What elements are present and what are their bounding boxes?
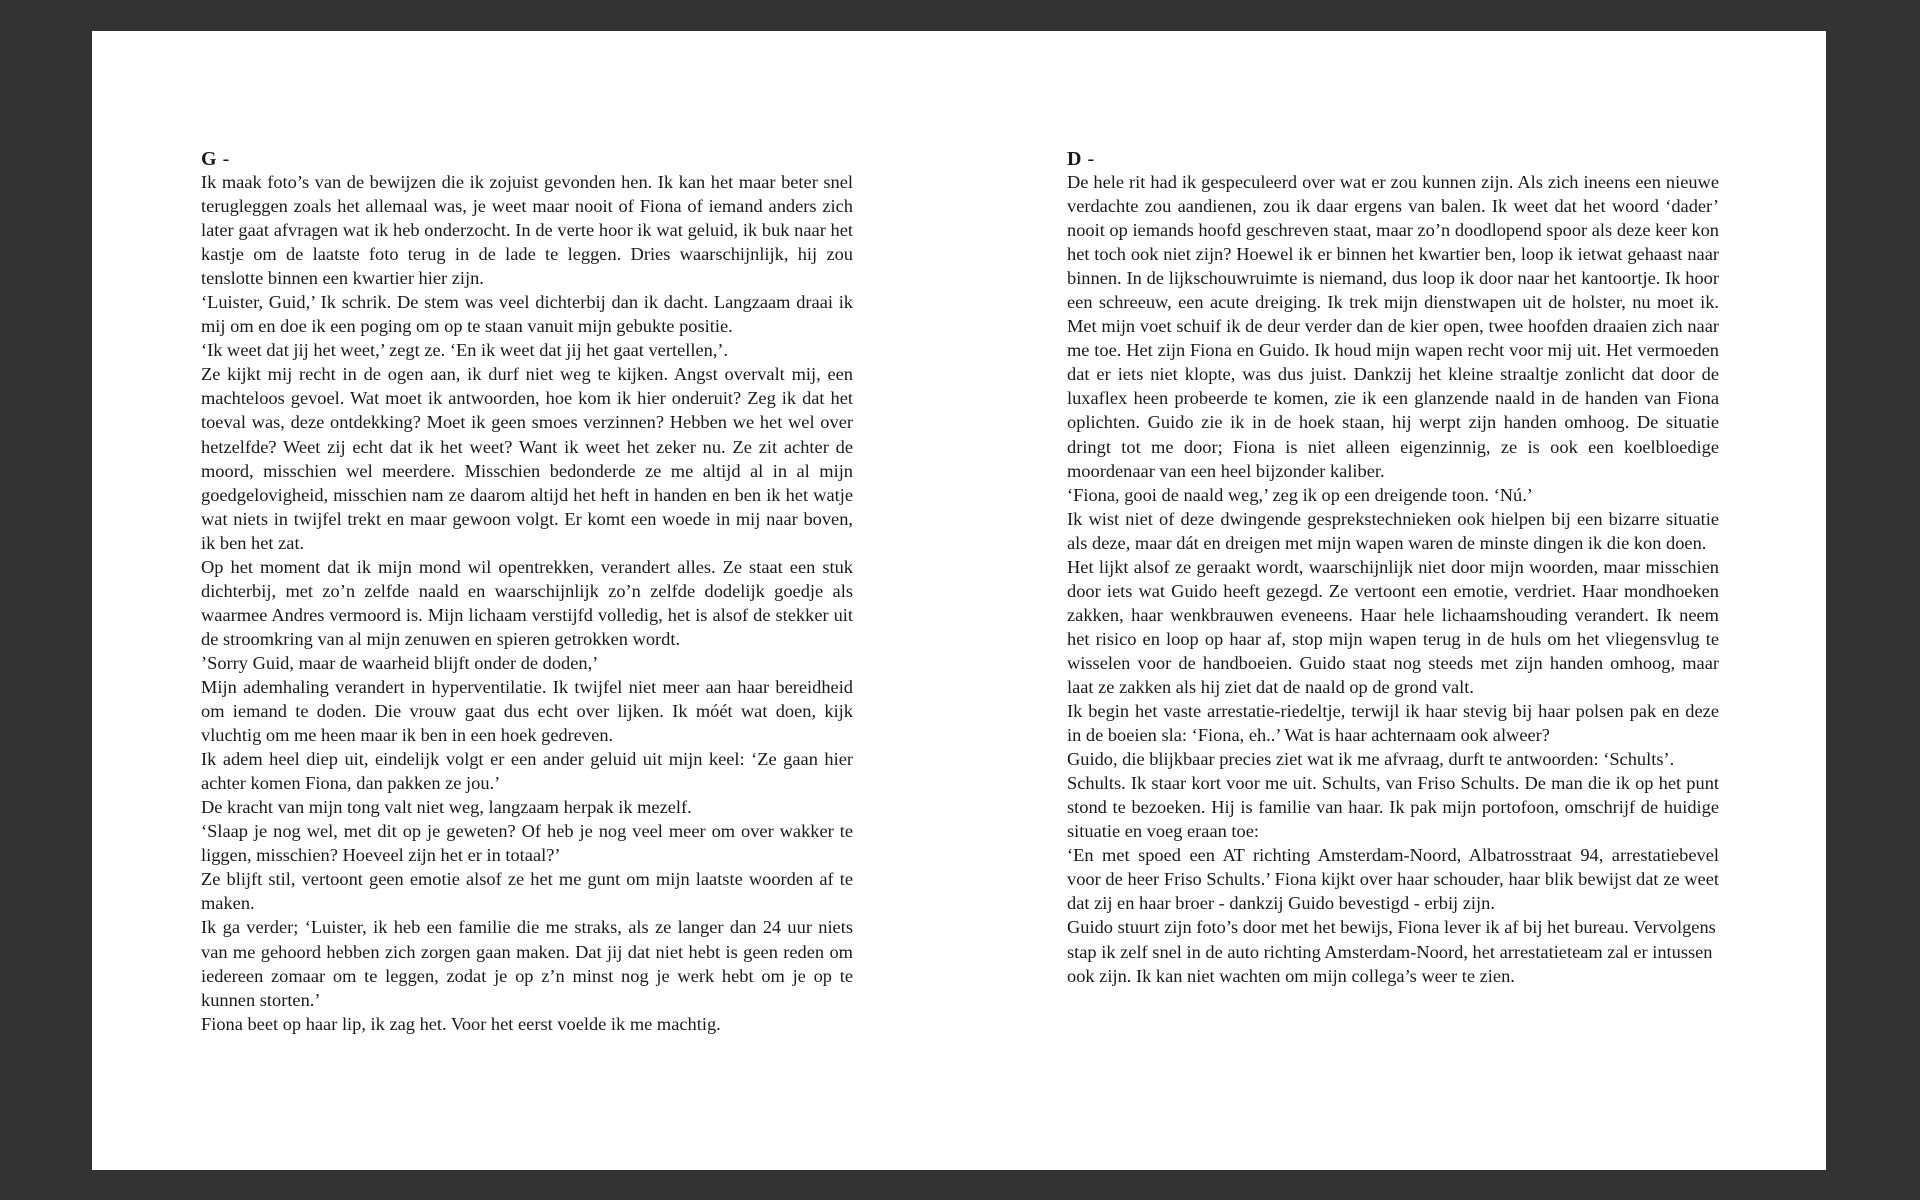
paragraph: Ik begin het vaste arrestatie-riedeltje, terwijl ik haar stevig bij haar polsen pak en deze in de boeien sla: ‘Fiona, eh..’ Wat is haar achternaam ook alweer? bbox=[1067, 701, 1719, 746]
paragraph: ‘Slaap je nog wel, met dit op je geweten? Of heb je nog veel meer om over wakker te liggen, misschien? Hoeveel zijn het er in totaal?’ bbox=[201, 821, 853, 866]
heading-dash: - bbox=[1087, 148, 1095, 170]
paragraph: Ik adem heel diep uit, eindelijk volgt er een ander geluid uit mijn keel: ‘Ze gaan hier achter komen Fiona, dan pakken ze jou.’ bbox=[201, 749, 853, 794]
paragraph: Ik wist niet of deze dwingende gesprekstechnieken ook hielpen bij een bizarre situatie als deze, maar dát en dreigen met mijn wapen waren de minste dingen ik die kon doen. bbox=[1067, 508, 1719, 553]
right-page bbox=[1067, 147, 1719, 988]
paragraph: De kracht van mijn tong valt niet weg, langzaam herpak ik mezelf. bbox=[201, 797, 692, 818]
paragraph: Guido stuurt zijn foto’s door met het bewijs, Fiona lever ik af bij het bureau. Vervolgens stap ik zelf snel in de auto richting Amsterdam-Noord, het arrestatieteam zal er intussen ook zijn. Ik kan niet wachten om mijn collega’s weer te zien. bbox=[1067, 917, 1716, 986]
paragraph: Ik ga verder; ‘Luister, ik heb een familie die me straks, als ze langer dan 24 uur niets van me gehoord hebben zich zorgen gaan maken. Dat jij dat niet hebt is geen reden om iedereen zomaar om te leggen, zodat je op z’n minst nog je werk hebt om je op te kunnen storten.’ bbox=[201, 917, 853, 1010]
paragraph: Schults. Ik staar kort voor me uit. Schults, van Friso Schults. De man die ik op het punt stond te bezoeken. Hij is familie van haar. Ik pak mijn portofoon, omschrijf de huidige situatie en voeg eraan toe: bbox=[1067, 773, 1719, 842]
paragraph: Ze kijkt mij recht in de ogen aan, ik durf niet weg te kijken. Angst overvalt mij, een machteloos gevoel. Wat moet ik antwoorden, hoe kom ik hier onderuit? Zeg ik dat het toeval was, deze ontdekking? Moet ik geen smoes verzinnen? Hebben we het wel over hetzelfde? Weet zij echt dat ik het weet? Want ik weet het zeker nu. Ze zit achter de moord, misschien wel meerdere. Misschien bedonderde ze me altijd al in al mijn goedgelovigheid, misschien nam ze daarom altijd het heft in handen en ben ik het watje wat niets in twijfel trekt en maar gewoon volgt. Er komt een woede in mij naar boven, ik ben het zat. bbox=[201, 364, 853, 553]
paragraph: ‘En met spoed een AT richting Amsterdam-Noord, Albatrosstraat 94, arrestatiebevel voor de heer Friso Schults.’ Fiona kijkt over haar schouder, haar blik bewijst dat ze weet dat zij en haar broer - dankzij Guido bevestigd - erbij zijn. bbox=[1067, 845, 1719, 914]
paragraph: ‘Fiona, gooi de naald weg,’ zeg ik op een dreigende toon. ‘Nú.’ bbox=[1067, 484, 1533, 505]
chapter-heading-right bbox=[1067, 147, 1719, 171]
heading-letter: D bbox=[1067, 148, 1082, 170]
heading-dash: - bbox=[222, 148, 230, 170]
chapter-heading-left bbox=[201, 147, 853, 171]
paragraph: ‘Ik weet dat jij het weet,’ zegt ze. ‘En ik weet dat jij het gaat vertellen,’. bbox=[201, 340, 729, 361]
paragraph: ’Sorry Guid, maar de waarheid blijft onder de doden,’ bbox=[201, 652, 599, 673]
paragraph: Ze blijft stil, vertoont geen emotie alsof ze het me gunt om mijn laatste woorden af te maken. bbox=[201, 869, 853, 914]
paragraph: Guido, die blijkbaar precies ziet wat ik me afvraag, durft te antwoorden: ‘Schults’. bbox=[1067, 749, 1675, 770]
heading-letter: G bbox=[201, 148, 218, 170]
paragraph: Fiona beet op haar lip, ik zag het. Voor het eerst voelde ik me machtig. bbox=[201, 1013, 721, 1034]
paragraph: De hele rit had ik gespeculeerd over wat er zou kunnen zijn. Als zich ineens een nieuwe verdachte zou aandienen, zou ik daar ergens van balen. Ik weet dat het woord ‘dader’ nooit op iemands hoofd geschreven staat, maar zo’n doodlopend spoor als deze keer kon het toch ook niet zijn? Hoewel ik er binnen het kwartier ben, loop ik ietwat gehaast naar binnen. In de lijkschouwruimte is niemand, dus loop ik door naar het kantoortje. Ik hoor een schreeuw, een acute dreiging. Ik trek mijn dienstwapen uit de holster, nu moet ik. Met mijn voet schuif ik de deur verder dan de kier open, twee hoofden draaien zich naar me toe. Het zijn Fiona en Guido. Ik houd mijn wapen recht voor mij uit. Het vermoeden dat er iets niet klopte, was dus juist. Dankzij het kleine straaltje zonlicht dat door de luxaflex heen probeerde te komen, zie ik een glanzende naald in de handen van Fiona oplichten. Guido zie ik in de hoek staan, hij werpt zijn handen omhoog. De situatie dringt tot me door; Fiona is niet alleen eigenzinnig, ze is ook een koelbloedige moordenaar van een heel bijzonder kaliber. bbox=[1067, 172, 1719, 481]
left-page bbox=[201, 147, 853, 1036]
paragraph: Ik maak foto’s van de bewijzen die ik zojuist gevonden hen. Ik kan het maar beter snel terugleggen zoals het allemaal was, je weet maar nooit of Fiona of iemand anders zich later gaat afvragen wat ik heb onderzocht. In de verte hoor ik wat geluid, ik buk naar het kastje om de laatste foto terug in de lade te leggen. Dries waarschijnlijk, hij zou tenslotte binnen een kwartier hier zijn. bbox=[201, 172, 853, 289]
paragraph: Mijn ademhaling verandert in hyperventilatie. Ik twijfel niet meer aan haar bereidheid om iemand te doden. Die vrouw gaat dus echt over lijken. Ik móét wat doen, kijk vluchtig om me heen maar ik ben in een hoek gedreven. bbox=[201, 676, 853, 746]
paragraph: ‘Luister, Guid,’ Ik schrik. De stem was veel dichterbij dan ik dacht. Langzaam draai ik mij om en doe ik een poging om op te staan vanuit mijn gebukte positie. bbox=[201, 292, 853, 337]
book-spread bbox=[92, 31, 1826, 1170]
paragraph: Het lijkt alsof ze geraakt wordt, waarschijnlijk niet door mijn woorden, maar misschien door iets wat Guido heeft gezegd. Ze vertoont een emotie, verdriet. Haar mondhoeken zakken, haar wenkbrauwen eveneens. Haar hele lichaamshouding verandert. Ik neem het risico en loop op haar af, stop mijn wapen terug in de huls om het vliegensvlug te wisselen voor de handboeien. Guido staat nog steeds met zijn handen omhoog, maar laat ze zakken als hij ziet dat de naald op de grond valt. bbox=[1067, 556, 1719, 697]
paragraph: Op het moment dat ik mijn mond wil opentrekken, verandert alles. Ze staat een stuk dichterbij, met zo’n zelfde naald en waarschijnlijk zo’n zelfde dodelijk goedje als waarmee Andres vermoord is. Mijn lichaam verstijfd volledig, het is alsof de stekker uit de stroomkring van al mijn zenuwen en spieren getrokken wordt. bbox=[201, 556, 853, 649]
